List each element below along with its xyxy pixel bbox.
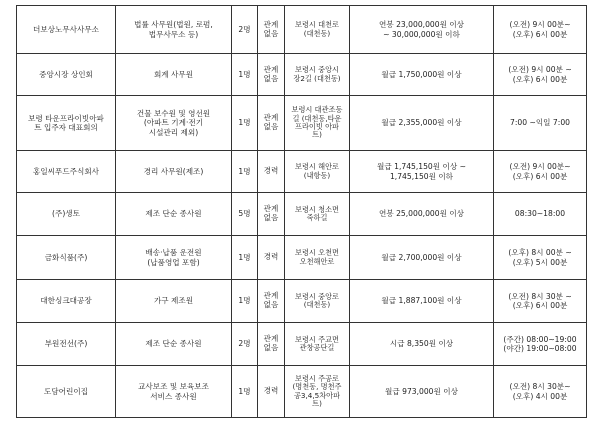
- company-cell: 중앙시장 상인회: [17, 54, 116, 96]
- experience-cell: 관계 없음: [258, 54, 285, 96]
- count-cell: 5명: [232, 193, 258, 236]
- experience-cell: 경력: [258, 236, 285, 280]
- wage-cell: 연봉 23,000,000원 이상 ~ 30,000,000원 이하: [350, 6, 494, 54]
- company-cell: 도담어린이집: [17, 366, 116, 418]
- experience-cell: 경력: [258, 366, 285, 418]
- count-cell: 1명: [232, 151, 258, 193]
- count-cell: 1명: [232, 96, 258, 151]
- job-cell: 법률 사무원(법원, 로펌, 법무사무소 등): [116, 6, 232, 54]
- wage-cell: 월급 973,000원 이상: [350, 366, 494, 418]
- table-row: [17, 96, 587, 151]
- experience-cell: 관계 없음: [258, 280, 285, 323]
- table-row: [17, 151, 587, 193]
- hours-cell: (오후) 8시 00분 ~ (오후) 5시 00분: [494, 236, 587, 280]
- hours-cell: 08:30~18:00: [494, 193, 587, 236]
- company-cell: 더보상노무사사무소: [17, 6, 116, 54]
- company-cell: (주)생토: [17, 193, 116, 236]
- company-cell: 홍일씨푸드주식회사: [17, 151, 116, 193]
- wage-cell: 월급 1,745,150원 이상 ~ 1,745,150원 이하: [350, 151, 494, 193]
- hours-cell: (주간) 08:00~19:00 (야간) 19:00~08:00: [494, 323, 587, 366]
- experience-cell: 관계 없음: [258, 323, 285, 366]
- wage-cell: 월급 2,700,000원 이상: [350, 236, 494, 280]
- company-cell: 부원전선(주): [17, 323, 116, 366]
- experience-cell: 경력: [258, 151, 285, 193]
- job-cell: 교사보조 및 보육보조 서비스 종사원: [116, 366, 232, 418]
- table-row: [17, 323, 587, 366]
- location-cell: 보령시 청소면 죽하길: [285, 193, 350, 236]
- count-cell: 1명: [232, 366, 258, 418]
- table-row: [17, 54, 587, 96]
- location-cell: 보령시 중앙로 (대천동): [285, 280, 350, 323]
- wage-cell: 시급 8,350원 이상: [350, 323, 494, 366]
- company-cell: 대한싱크대공장: [17, 280, 116, 323]
- location-cell: 보령시 해안로 (내항동): [285, 151, 350, 193]
- job-cell: 경리 사무원(제조): [116, 151, 232, 193]
- table-row: [17, 280, 587, 323]
- hours-cell: (오전) 9시 00분~ (오후) 6시 00분: [494, 6, 587, 54]
- company-cell: 보령 타운프라이빗아파 트 입주자 대표회의: [17, 96, 116, 151]
- job-cell: 배송·납품 운전원 (납품영업 포함): [116, 236, 232, 280]
- count-cell: 1명: [232, 54, 258, 96]
- count-cell: 2명: [232, 323, 258, 366]
- company-cell: 금화식품(주): [17, 236, 116, 280]
- job-cell: 회계 사무원: [116, 54, 232, 96]
- experience-cell: 관계 없음: [258, 6, 285, 54]
- hours-cell: (오전) 9시 00분~ (오후) 6시 00분: [494, 151, 587, 193]
- location-cell: 보령시 대천로 (대천동): [285, 6, 350, 54]
- count-cell: 1명: [232, 280, 258, 323]
- location-cell: 보령시 대관조동 길 (대천동,타운 프라이빗 아파 트): [285, 96, 350, 151]
- location-cell: 보령시 오천면 오천해안로: [285, 236, 350, 280]
- wage-cell: 연봉 25,000,000원 이상: [350, 193, 494, 236]
- location-cell: 보령시 중앙시 장2길 (대천동): [285, 54, 350, 96]
- table-row: [17, 6, 587, 54]
- wage-cell: 월급 1,750,000원 이상: [350, 54, 494, 96]
- table-row: [17, 193, 587, 236]
- hours-cell: 7:00 ~익일 7:00: [494, 96, 587, 151]
- location-cell: 보령시 주공로 (명천동, 명천주 공3,4,5차아파 트): [285, 366, 350, 418]
- job-cell: 제조 단순 종사원: [116, 323, 232, 366]
- hours-cell: (오전) 9시 00분 ~ (오후) 6시 00분: [494, 54, 587, 96]
- table-row: [17, 366, 587, 418]
- count-cell: 1명: [232, 236, 258, 280]
- experience-cell: 관계 없음: [258, 96, 285, 151]
- wage-cell: 월급 2,355,000원 이상: [350, 96, 494, 151]
- wage-cell: 월급 1,887,100원 이상: [350, 280, 494, 323]
- job-listings-table: [16, 5, 587, 418]
- hours-cell: (오전) 8시 30분~ (오후) 4시 00분: [494, 366, 587, 418]
- job-cell: 가구 제조원: [116, 280, 232, 323]
- location-cell: 보령시 주교면 관창공단길: [285, 323, 350, 366]
- experience-cell: 관계 없음: [258, 193, 285, 236]
- table-row: [17, 236, 587, 280]
- hours-cell: (오전) 8시 30분 ~ (오후) 6시 00분: [494, 280, 587, 323]
- count-cell: 2명: [232, 6, 258, 54]
- job-cell: 건물 보수원 및 영선원 (아파트 기계·전기 시설관리 제외): [116, 96, 232, 151]
- job-cell: 제조 단순 종사원: [116, 193, 232, 236]
